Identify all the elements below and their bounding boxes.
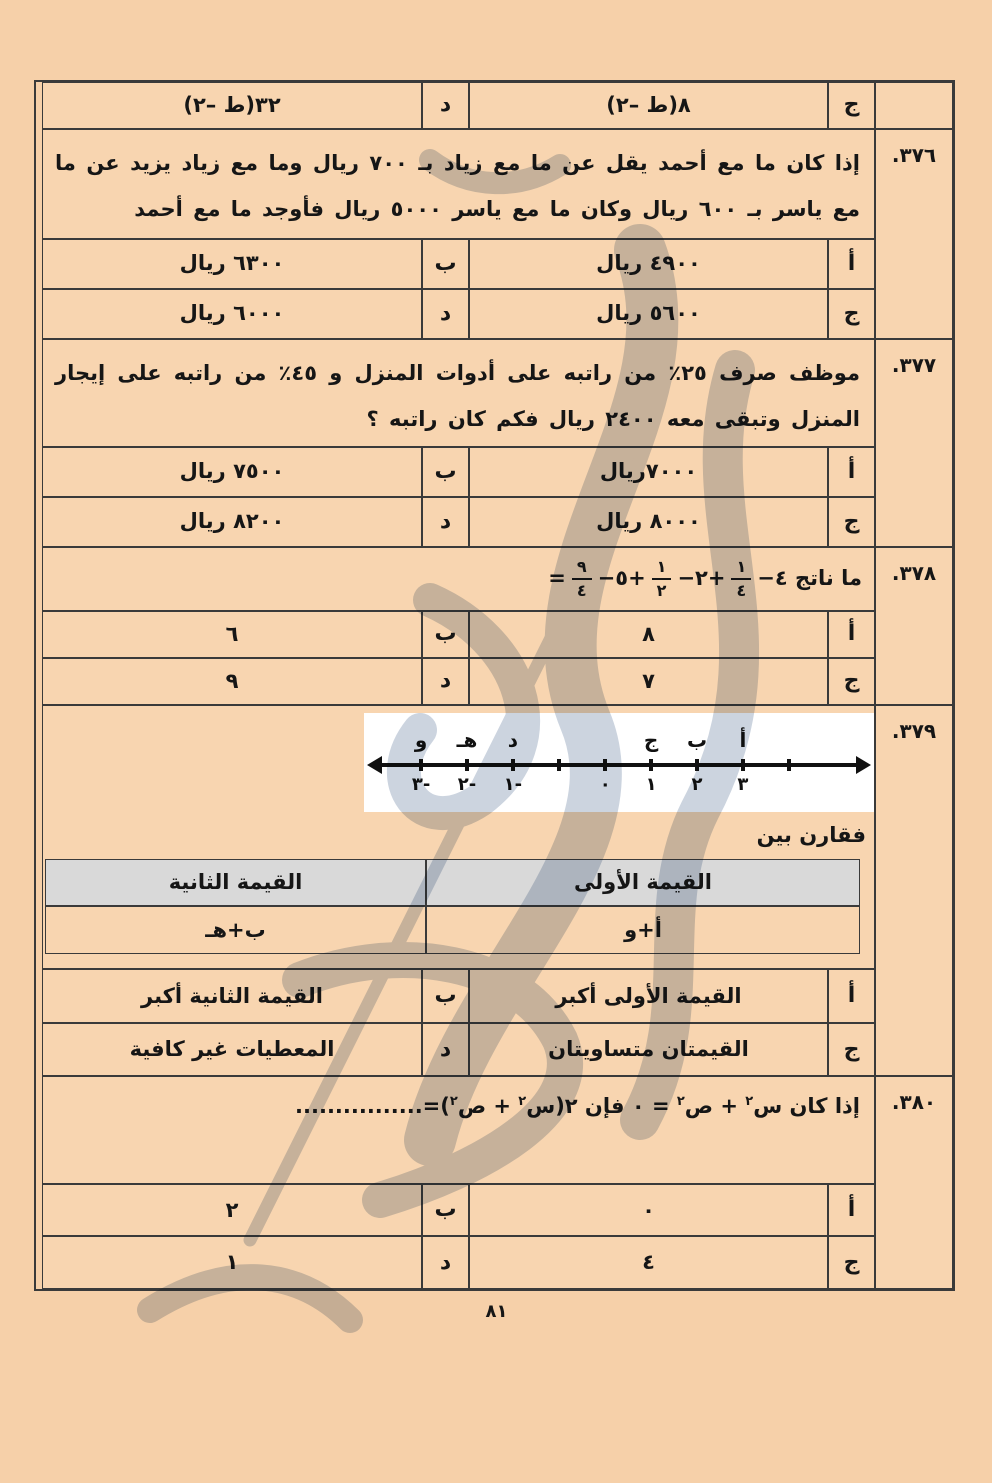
compare-first-value: أ+و xyxy=(426,906,860,954)
question-content-cell xyxy=(42,705,875,969)
option-letter: ب xyxy=(434,621,457,647)
tick-number: ٣- xyxy=(411,774,431,795)
math-text: +٢− xyxy=(677,566,726,591)
option-text: القيمة الثانية أكبر xyxy=(141,983,323,1008)
option-letter: ج xyxy=(843,300,860,326)
option-text-cell xyxy=(469,658,828,705)
option-letter: أ xyxy=(847,458,856,484)
option-text: ٨ xyxy=(642,621,655,646)
fraction-denominator: ٤ xyxy=(731,578,751,599)
option-letter-cell xyxy=(828,289,875,339)
option-letter: د xyxy=(439,1036,452,1062)
exam-page xyxy=(0,80,992,1483)
option-letter: ج xyxy=(843,668,860,694)
tick-letter: هـ xyxy=(456,728,478,752)
math-text: +٥− xyxy=(597,566,646,591)
tick-number: ١- xyxy=(503,774,523,795)
option-letter: ب xyxy=(434,250,457,276)
question-text-cell xyxy=(42,129,875,239)
option-text: ٣٢(ط –٢) xyxy=(183,92,281,117)
question-block-377 xyxy=(36,339,953,547)
tick-mark xyxy=(465,759,469,771)
previous-question-answer-row xyxy=(36,82,953,129)
compare-lead-text: فقارن بين xyxy=(756,823,866,847)
tick-mark xyxy=(511,759,515,771)
math-text: + ص xyxy=(457,1094,519,1119)
option-text: ٨٠٠٠ ريال xyxy=(596,509,701,534)
option-text-cell xyxy=(42,289,422,339)
question-block-376 xyxy=(36,129,953,339)
option-letter: أ xyxy=(847,621,856,647)
fraction xyxy=(731,559,751,599)
option-letter-cell xyxy=(828,658,875,705)
exam-table xyxy=(34,80,955,1291)
fraction-denominator: ٤ xyxy=(572,578,592,599)
option-text: القيمتان متساويتان xyxy=(548,1037,749,1062)
question-text-cell xyxy=(42,339,875,447)
math-text: + ص xyxy=(684,1094,746,1119)
option-text-cell xyxy=(469,969,828,1023)
tick-letter: أ xyxy=(739,728,747,752)
tick-mark xyxy=(419,759,423,771)
option-text: ٦٠٠٠ ريال xyxy=(179,301,285,326)
number-line-figure xyxy=(364,713,874,812)
option-text: ٩ xyxy=(225,668,239,693)
option-text-cell xyxy=(42,1236,422,1289)
question-number: .٣٧٨ xyxy=(891,561,937,585)
option-text-cell xyxy=(42,82,422,129)
option-letter-cell xyxy=(422,658,469,705)
question-number-cell xyxy=(875,82,953,129)
option-text: ٧٠٠٠ريال xyxy=(599,459,698,484)
option-text-cell xyxy=(469,611,828,658)
option-letter: ب xyxy=(434,983,457,1008)
fraction xyxy=(652,559,672,599)
option-text: ٥٦٠٠ ريال xyxy=(596,301,701,326)
option-letter-cell xyxy=(828,611,875,658)
math-superscript: ٢ xyxy=(449,1094,458,1110)
option-text: ١ xyxy=(225,1250,239,1275)
option-text-cell xyxy=(42,611,422,658)
question-number-cell xyxy=(875,129,953,339)
option-text-cell xyxy=(42,447,422,497)
option-text-cell xyxy=(469,1236,828,1289)
compare-second-value: ب+هـ xyxy=(45,906,426,954)
fraction-numerator: ١ xyxy=(736,557,747,576)
option-letter-cell xyxy=(422,969,469,1023)
math-superscript: ٢ xyxy=(518,1094,527,1110)
option-text-cell xyxy=(469,289,828,339)
tick-number: ٠ xyxy=(599,774,611,795)
tick-number: ٢ xyxy=(691,774,703,795)
math-text: إذا كان س xyxy=(753,1094,860,1119)
tick-mark xyxy=(787,759,791,771)
option-letter: د xyxy=(439,300,452,326)
option-letter-cell xyxy=(828,497,875,547)
option-letter-cell xyxy=(422,497,469,547)
tick-mark xyxy=(741,759,745,771)
option-letter-cell xyxy=(422,289,469,339)
question-number: .٣٧٩ xyxy=(891,719,937,743)
tick-number: ٣ xyxy=(737,774,749,795)
fraction-numerator: ٩ xyxy=(576,557,587,576)
tick-mark xyxy=(557,759,561,771)
option-text-cell xyxy=(469,447,828,497)
option-letter: ج xyxy=(843,1036,860,1062)
option-letter: د xyxy=(439,92,452,118)
option-letter: ج xyxy=(843,508,860,534)
option-text-cell xyxy=(42,658,422,705)
question-number-cell xyxy=(875,547,953,705)
math-superscript: ٢ xyxy=(676,1094,685,1110)
question-block-378 xyxy=(36,547,953,705)
option-letter: ب xyxy=(434,1197,457,1222)
fraction xyxy=(572,559,592,599)
option-text-cell xyxy=(42,239,422,289)
option-letter-cell xyxy=(828,969,875,1023)
question-block-379 xyxy=(36,705,953,1076)
math-superscript: ٢ xyxy=(745,1094,754,1110)
option-text: المعطيات غير كافية xyxy=(129,1037,335,1062)
option-letter-cell xyxy=(828,239,875,289)
tick-mark xyxy=(649,759,653,771)
option-letter-cell xyxy=(422,611,469,658)
compare-header-second-value: القيمة الثانية xyxy=(45,859,426,906)
tick-number: ٢- xyxy=(457,774,477,795)
option-letter-cell xyxy=(828,82,875,129)
option-letter-cell xyxy=(422,1184,469,1236)
option-letter: أ xyxy=(847,250,856,276)
option-letter-cell xyxy=(828,1236,875,1289)
option-letter: د xyxy=(439,508,452,534)
fraction-denominator: ٢ xyxy=(652,578,672,599)
option-letter: ب xyxy=(434,458,457,484)
option-letter-cell xyxy=(422,239,469,289)
question-number-cell xyxy=(875,1076,953,1289)
tick-letter: ب xyxy=(686,728,708,752)
option-letter-cell xyxy=(422,1236,469,1289)
tick-letter: و xyxy=(414,728,428,752)
question-number: .٣٧٧ xyxy=(891,353,937,377)
question-block-380 xyxy=(36,1076,953,1289)
option-letter-cell xyxy=(422,447,469,497)
option-letter: أ xyxy=(847,983,856,1008)
question-text: إذا كان ما مع أحمد يقل عن ما مع زياد بـ ٧٠٠ ريال وما مع زياد يزيد عن ما مع ياسر بـ ٦٠٠ ريال وكان ما مع ياسر ٥٠٠٠ ريال فأوجد ما مع أحمد xyxy=(55,151,860,222)
option-text: ٤٩٠٠ ريال xyxy=(596,251,701,276)
option-text: ٤ xyxy=(642,1250,655,1275)
math-text: )=................ xyxy=(295,1094,450,1119)
question-number-cell xyxy=(875,705,953,1076)
option-letter: ج xyxy=(843,1249,860,1275)
question-number: .٣٨٠ xyxy=(891,1090,937,1115)
option-text-cell xyxy=(42,1184,422,1236)
option-text: ٦ xyxy=(225,621,239,646)
option-text: ٧٥٠٠ ريال xyxy=(179,459,285,484)
option-text-cell xyxy=(469,82,828,129)
option-text: القيمة الأولى أكبر xyxy=(555,983,742,1008)
question-math-cell xyxy=(42,1076,875,1184)
option-text-cell xyxy=(469,497,828,547)
option-letter: ج xyxy=(843,92,860,118)
tick-mark xyxy=(695,759,699,771)
page-number: ٨١ xyxy=(485,1301,508,1323)
option-letter-cell xyxy=(828,447,875,497)
option-text-cell xyxy=(469,1184,828,1236)
option-text: ٢ xyxy=(225,1197,239,1222)
math-text: = xyxy=(548,566,566,591)
arrow-left-icon xyxy=(367,756,382,774)
option-letter: د xyxy=(439,1249,452,1275)
option-letter-cell xyxy=(828,1184,875,1236)
option-letter-cell xyxy=(422,82,469,129)
math-text: ما ناتج ٤− xyxy=(757,566,862,591)
question-number: .٣٧٦ xyxy=(891,143,937,167)
question-math-cell xyxy=(42,547,875,611)
tick-mark xyxy=(603,759,607,771)
option-letter: د xyxy=(439,668,452,694)
option-text: ٠ xyxy=(642,1197,655,1222)
tick-number: ١ xyxy=(645,774,657,795)
option-text-cell xyxy=(469,1023,828,1076)
math-text: = ٠ فإن ٢(س xyxy=(526,1094,677,1119)
tick-letter: د xyxy=(507,728,519,752)
tick-letter: ج xyxy=(643,728,659,752)
option-text-cell xyxy=(42,497,422,547)
option-letter-cell xyxy=(422,1023,469,1076)
question-text: موظف صرف ٢٥٪ من راتبه على أدوات المنزل و ٤٥٪ من راتبه على إيجار المنزل وتبقى معه ٢٤٠٠ ريال فكم كان راتبه ؟ xyxy=(55,361,860,432)
question-number-cell xyxy=(875,339,953,547)
option-text: ٧ xyxy=(642,668,655,693)
fraction-numerator: ١ xyxy=(656,557,667,576)
compare-header-first-value: القيمة الأولى xyxy=(426,859,860,906)
option-text-cell xyxy=(42,969,422,1023)
option-text-cell xyxy=(469,239,828,289)
option-text: ٨(ط –٢) xyxy=(606,92,691,117)
option-letter-cell xyxy=(828,1023,875,1076)
option-text: ٨٢٠٠ ريال xyxy=(179,509,285,534)
compare-table xyxy=(45,859,860,954)
option-text-cell xyxy=(42,1023,422,1076)
arrow-right-icon xyxy=(856,756,871,774)
option-letter: أ xyxy=(847,1197,856,1222)
option-text: ٦٣٠٠ ريال xyxy=(179,251,285,276)
